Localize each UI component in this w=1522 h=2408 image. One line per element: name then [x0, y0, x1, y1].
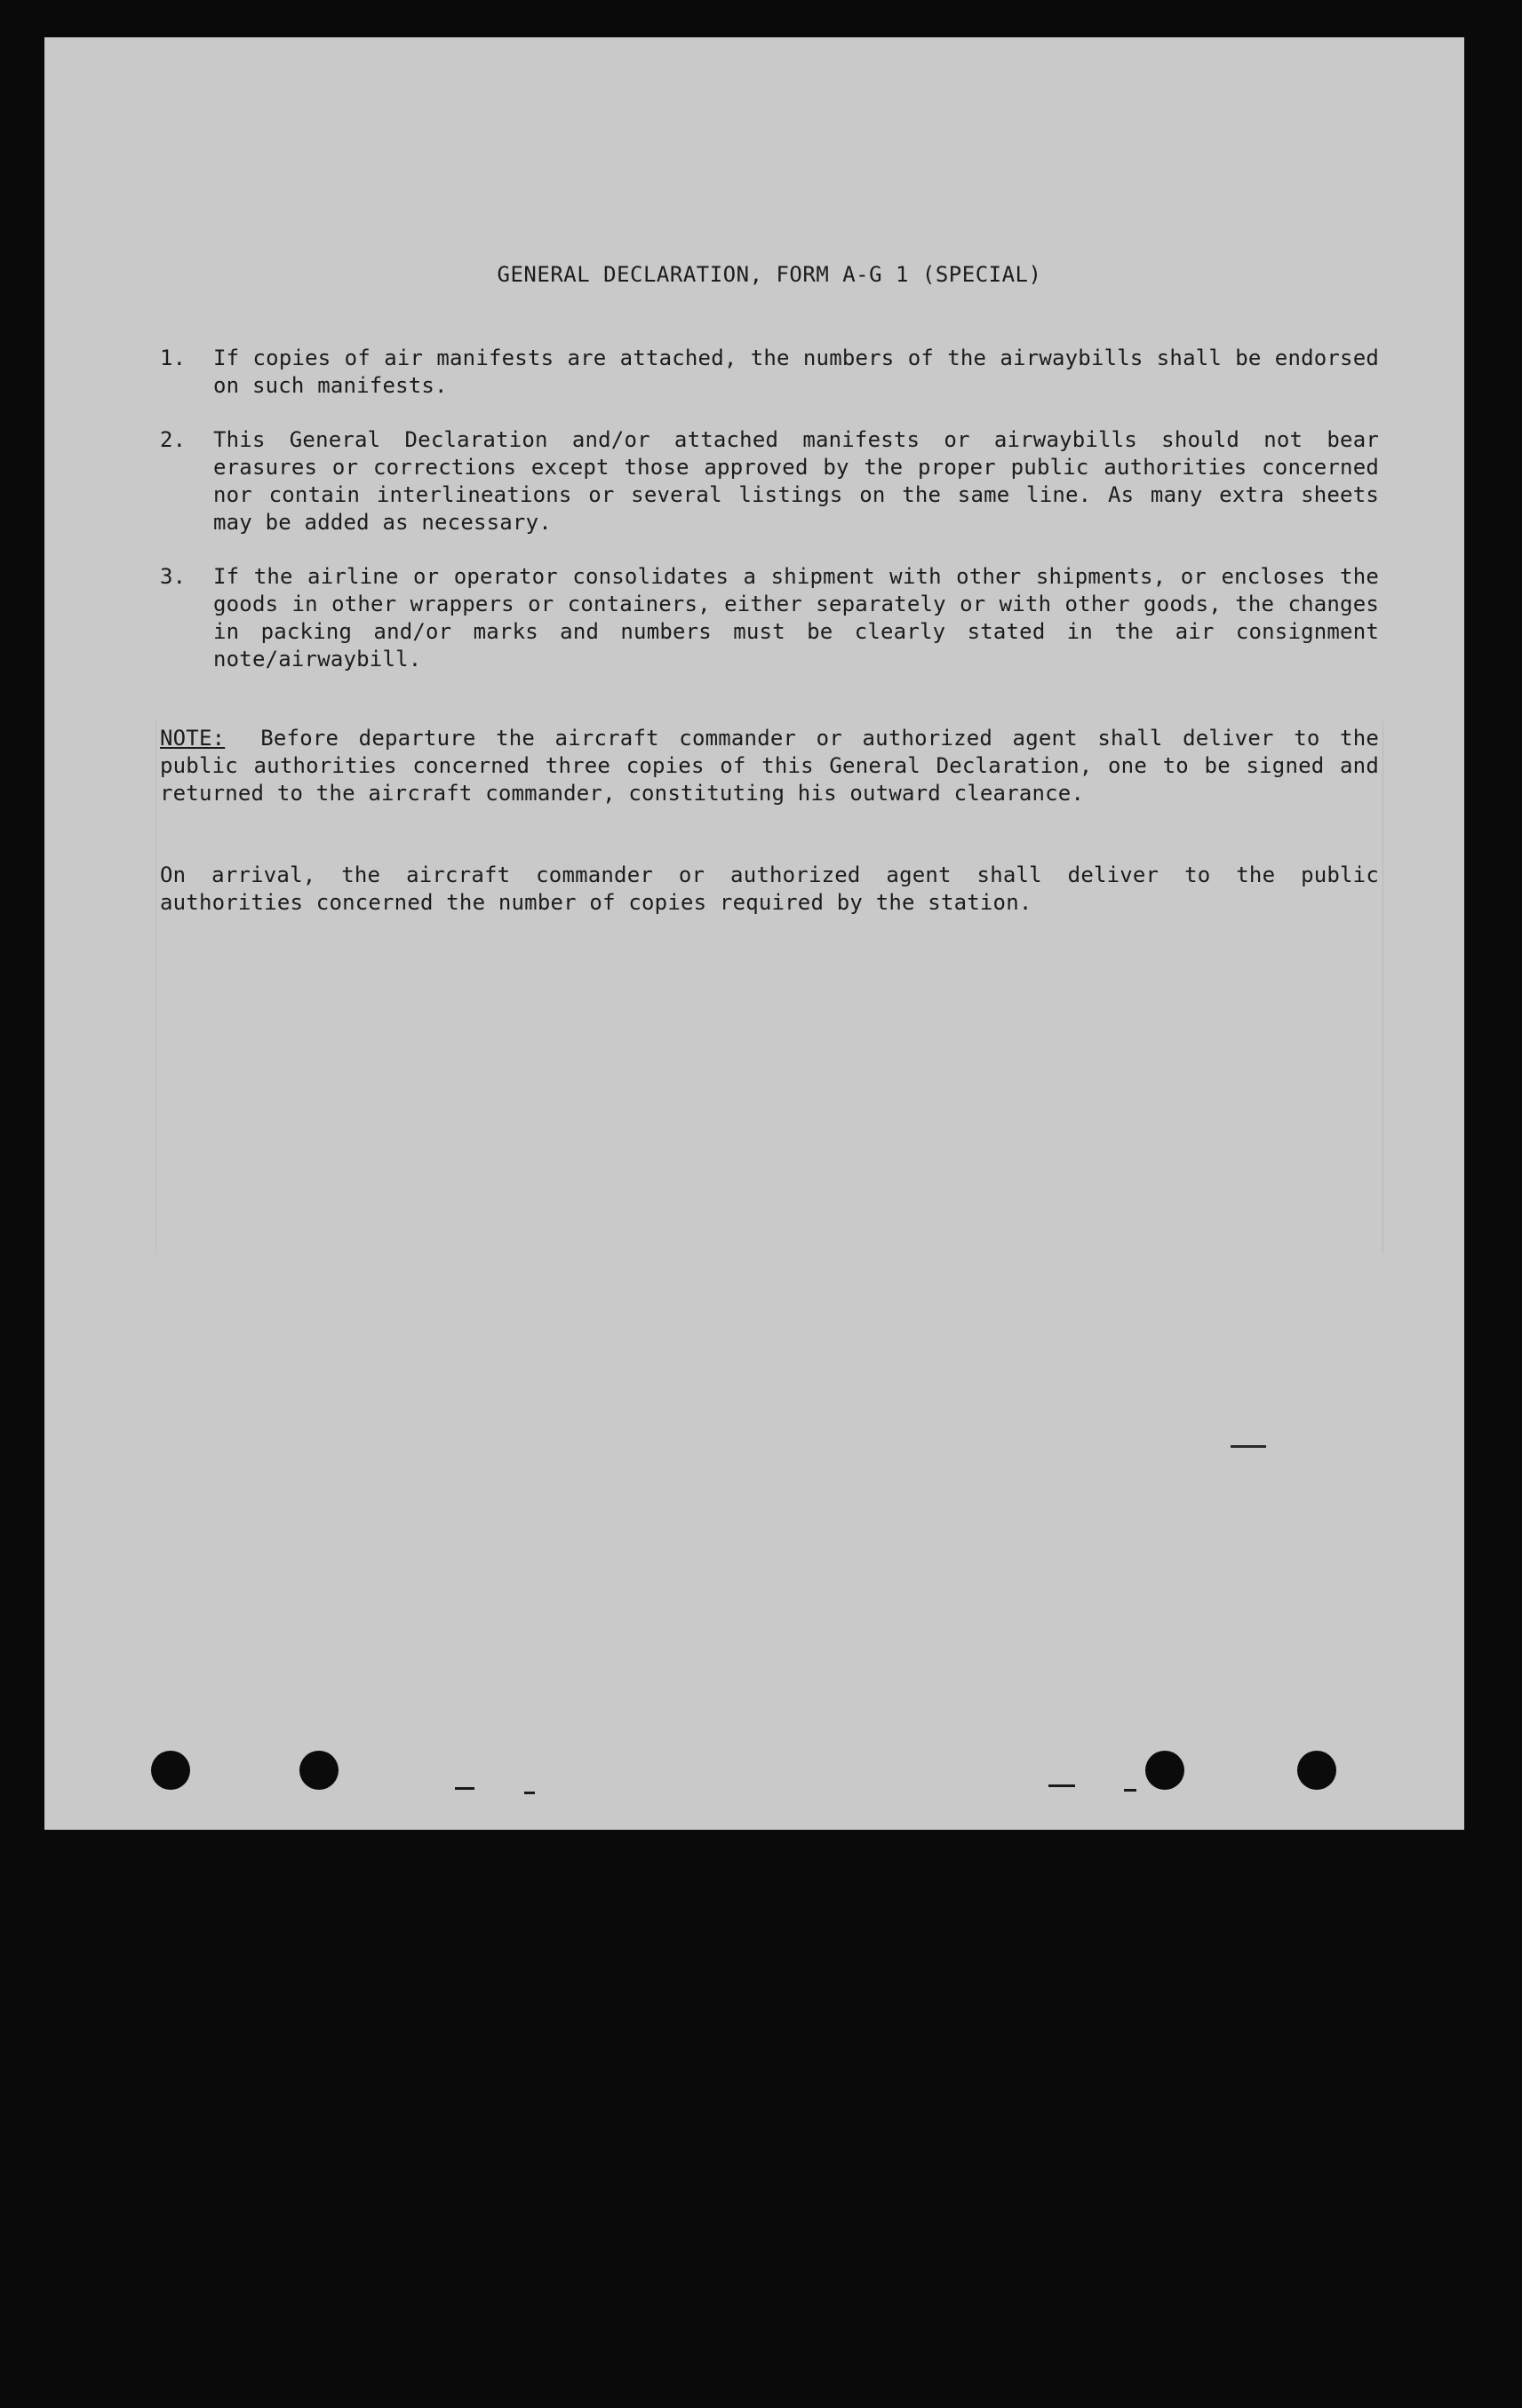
item-number: 1.	[160, 346, 187, 370]
note-paragraph	[160, 725, 1379, 807]
item-number: 3.	[160, 564, 187, 589]
scan-speck	[1124, 1789, 1136, 1792]
arrival-paragraph: On arrival, the aircraft commander or authorized agent shall deliver to the public authorities concerned the number of copies required by the station.	[160, 862, 1379, 915]
item-number: 2.	[160, 427, 187, 452]
scan-speck	[1231, 1445, 1266, 1448]
scan-speck	[455, 1787, 474, 1790]
punch-hole	[1297, 1751, 1336, 1790]
document-title: GENERAL DECLARATION, FORM A-G 1 (SPECIAL)	[497, 262, 1042, 287]
punch-hole	[151, 1751, 190, 1790]
document-page	[44, 37, 1464, 1830]
item-text: This General Declaration and/or attached manifests or airwaybills should not bear erasures or corrections except those approved by the proper public authorities concerned nor contain interlineations or several listings on the same line. As many extra sheets may be added as necessary.	[213, 427, 1379, 535]
instruction-item-3	[160, 563, 1379, 673]
punch-hole	[299, 1751, 339, 1790]
item-text: If copies of air manifests are attached, the numbers of the airwaybills shall be endorsed on such manifests.	[213, 346, 1379, 398]
instruction-item-1	[160, 345, 1379, 400]
scan-speck	[1048, 1784, 1075, 1787]
note-text: Before departure the aircraft commander or authorized agent shall deliver to the public authorities concerned three copies of this General Declaration, one to be signed and returned to the aircraft commander, constituting his outward clearance.	[160, 726, 1379, 806]
instruction-item-2	[160, 426, 1379, 536]
note-label: NOTE:	[160, 726, 226, 751]
item-text: If the airline or operator consolidates a shipment with other shipments, or encloses the goods in other wrappers or containers, either separately or with other goods, the changes in packing and/or marks and numbers must be clearly stated in the air consignment note/airwaybill.	[213, 564, 1379, 672]
punch-hole	[1145, 1751, 1184, 1790]
scan-speck	[524, 1792, 535, 1794]
